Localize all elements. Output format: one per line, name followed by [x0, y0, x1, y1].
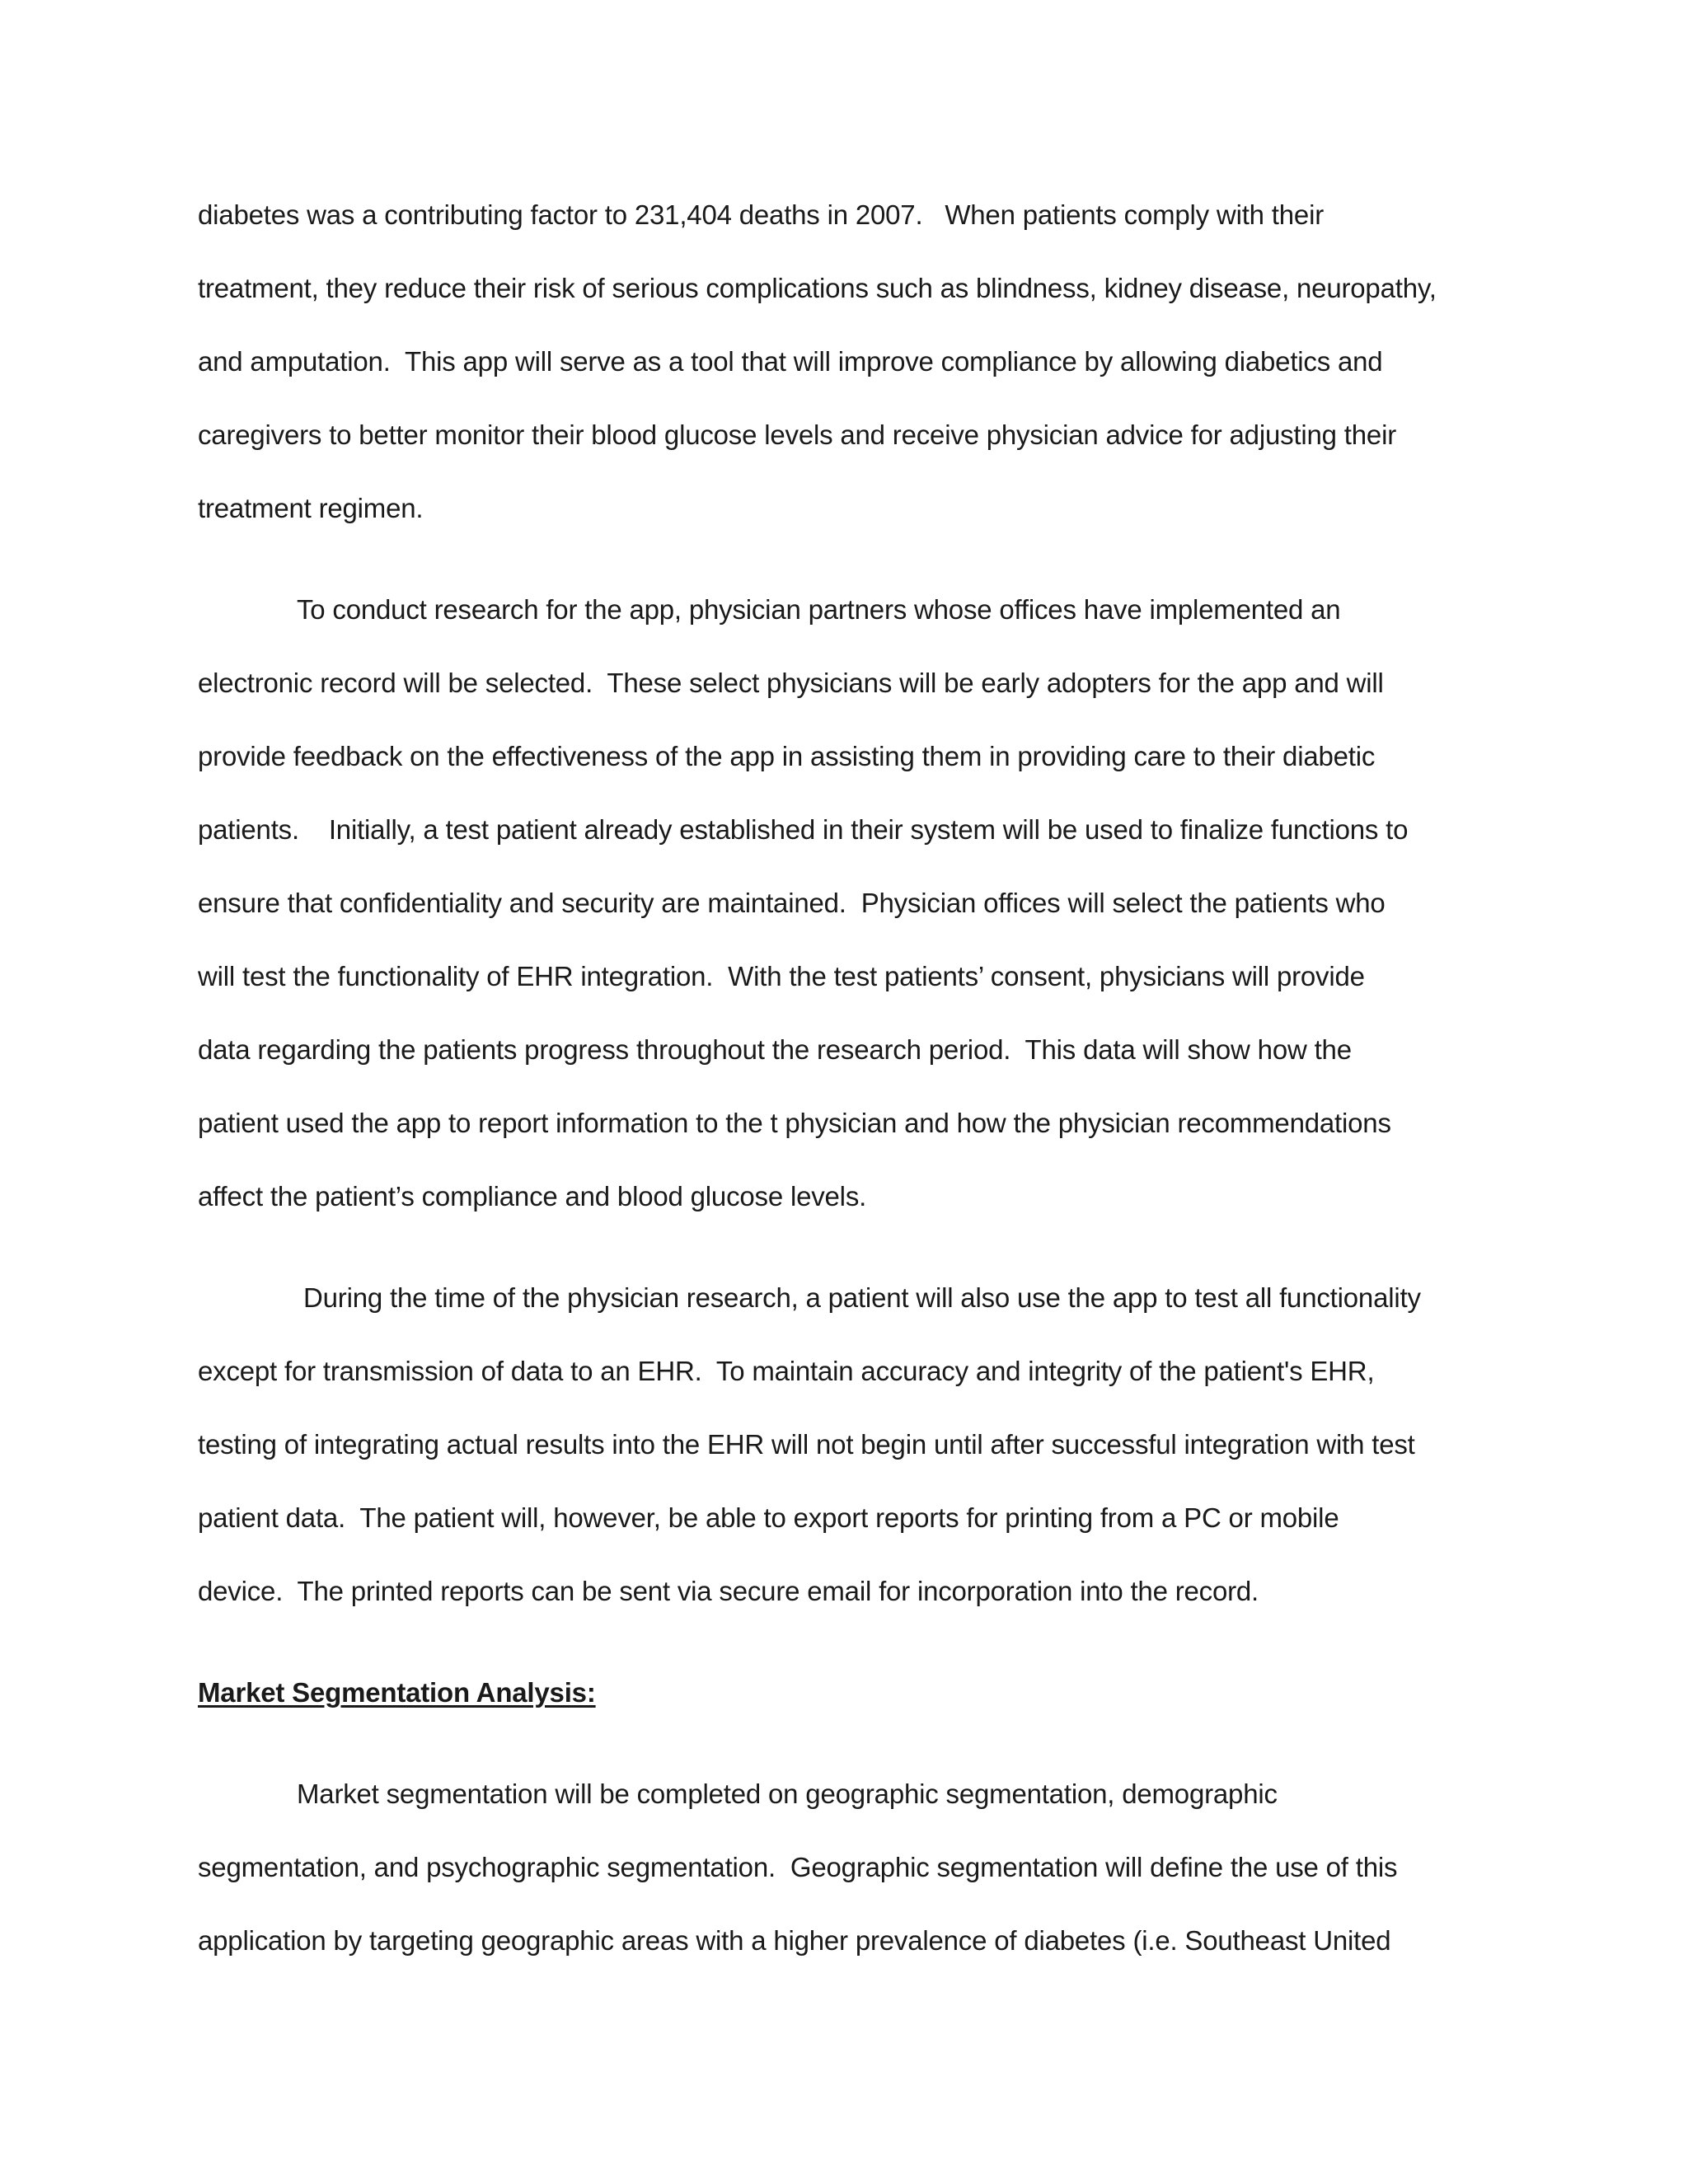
paragraph-4-line-2: segmentation, and psychographic segmentation. Geographic segmentation will define the use of this [198, 1852, 1398, 1882]
paragraph-3-line-4: patient data. The patient will, however, be able to export reports for printing from a PC or mobile [198, 1502, 1339, 1533]
paragraph-2-line-3: provide feedback on the effectiveness of the app in assisting them in providing care to their diabetic [198, 741, 1376, 771]
paragraph-4-line-1: Market segmentation will be completed on geographic segmentation, demographic [297, 1779, 1278, 1809]
paragraph-1-line-2: treatment, they reduce their risk of serious complications such as blindness, kidney disease, neuropathy, [198, 273, 1437, 303]
paragraph-2-line-7: data regarding the patients progress throughout the research period. This data will show how the [198, 1034, 1352, 1065]
paragraph-2-line-8: patient used the app to report information to the t physician and how the physician recommendations [198, 1108, 1391, 1138]
paragraph-1-line-1: diabetes was a contributing factor to 231,404 deaths in 2007. When patients comply with their [198, 199, 1324, 230]
paragraph-3-line-1: During the time of the physician research, a patient will also use the app to test all functionality [303, 1282, 1421, 1313]
paragraph-1-line-3: and amputation. This app will serve as a tool that will improve compliance by allowing diabetics and [198, 346, 1383, 377]
paragraph-2-line-2: electronic record will be selected. These select physicians will be early adopters for the app and will [198, 668, 1384, 698]
paragraph-1-line-4: caregivers to better monitor their blood glucose levels and receive physician advice for adjusting their [198, 419, 1396, 450]
paragraph-3-line-5: device. The printed reports can be sent via secure email for incorporation into the record. [198, 1576, 1259, 1606]
paragraph-2-line-6: will test the functionality of EHR integration. With the test patients’ consent, physicians will provide [198, 961, 1365, 991]
paragraph-3-line-3: testing of integrating actual results into the EHR will not begin until after successful integration with test [198, 1429, 1415, 1460]
paragraph-2-line-1: To conduct research for the app, physician partners whose offices have implemented an [297, 594, 1341, 625]
paragraph-2-line-4: patients. Initially, a test patient already established in their system will be used to finalize functions to [198, 814, 1409, 845]
paragraph-4-line-3: application by targeting geographic areas with a higher prevalence of diabetes (i.e. Southeast United [198, 1925, 1391, 1956]
paragraph-2-line-5: ensure that confidentiality and security are maintained. Physician offices will select the patients who [198, 888, 1386, 918]
section-heading: Market Segmentation Analysis: [198, 1677, 596, 1708]
paragraph-2-line-9: affect the patient’s compliance and blood glucose levels. [198, 1181, 867, 1212]
paragraph-1-line-5: treatment regimen. [198, 493, 424, 523]
paragraph-3-line-2: except for transmission of data to an EHR. To maintain accuracy and integrity of the patient's EHR, [198, 1356, 1375, 1386]
